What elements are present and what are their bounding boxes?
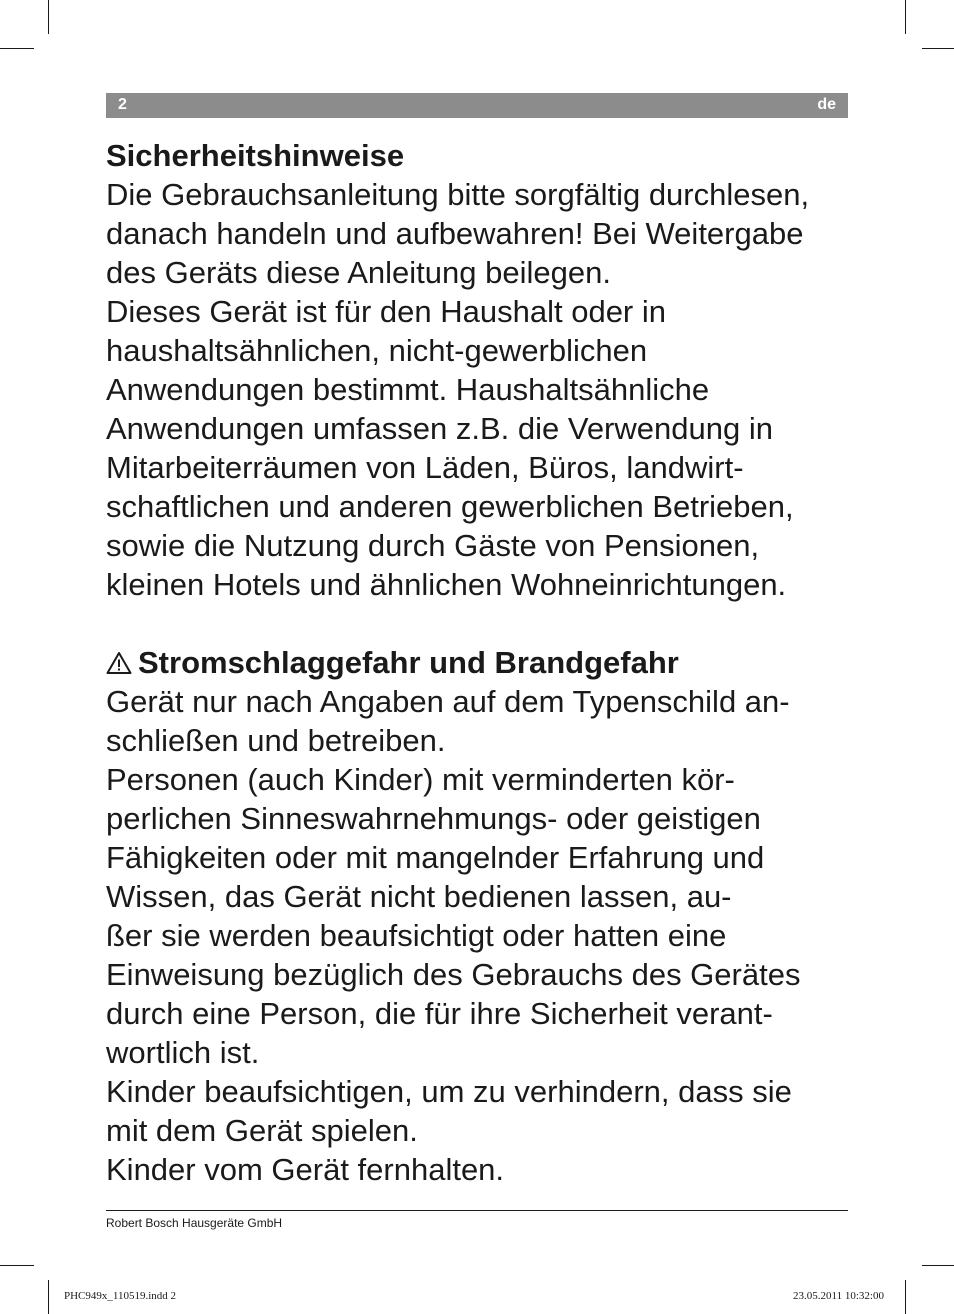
text-line: Kinder vom Gerät fernhalten. xyxy=(106,1152,505,1187)
text-line: danach handeln und aufbewahren! Bei Weitergabe xyxy=(106,216,804,251)
text-line: Mitarbeiterräumen von Läden, Büros, landwirt- xyxy=(106,450,744,485)
text-line: Fähigkeiten oder mit mangelnder Erfahrung und xyxy=(106,840,765,875)
section-title-text: Stromschlaggefahr und Brandgefahr xyxy=(138,645,679,680)
text-line: kleinen Hotels und ähnlichen Wohneinrichtungen. xyxy=(106,567,787,602)
crop-mark-bottom-left-vertical xyxy=(48,1280,49,1314)
footer-divider xyxy=(106,1210,848,1211)
section-title-safety: Sicherheitshinweise xyxy=(106,138,405,173)
text-line: Einweisung bezüglich des Gebrauchs des Gerätes xyxy=(106,957,801,992)
text-line: Kinder beaufsichtigen, um zu verhindern, dass sie xyxy=(106,1074,792,1109)
text-line: des Geräts diese Anleitung beilegen. xyxy=(106,255,611,290)
crop-mark-top-left-horizontal xyxy=(0,48,34,49)
text-line: sowie die Nutzung durch Gäste von Pensionen, xyxy=(106,528,760,563)
footer-company-name: Robert Bosch Hausgeräte GmbH xyxy=(106,1216,283,1230)
crop-mark-top-left-vertical xyxy=(48,0,49,34)
text-line: Anwendungen bestimmt. Haushaltsähnliche xyxy=(106,372,710,407)
document-body xyxy=(106,136,866,1189)
text-line: wortlich ist. xyxy=(106,1035,260,1070)
print-slug-datetime: 23.05.2011 10:32:00 xyxy=(793,1290,884,1302)
language-code: de xyxy=(817,96,836,113)
text-line: Dieses Gerät ist für den Haushalt oder in xyxy=(106,294,666,329)
crop-mark-bottom-left-horizontal xyxy=(0,1265,34,1266)
text-line: Personen (auch Kinder) mit verminderten kör- xyxy=(106,762,735,797)
crop-mark-top-right-vertical xyxy=(905,0,906,34)
crop-mark-bottom-right-horizontal xyxy=(922,1265,954,1266)
warning-triangle-icon xyxy=(106,645,132,680)
crop-mark-bottom-right-vertical xyxy=(905,1280,906,1314)
text-line: schaftlichen und anderen gewerblichen Betrieben, xyxy=(106,489,794,524)
crop-mark-top-right-horizontal xyxy=(922,48,954,49)
print-slug-file: PHC949x_110519.indd 2 xyxy=(64,1290,177,1302)
section-spacer xyxy=(106,604,866,643)
text-line: ßer sie werden beaufsichtigt oder hatten eine xyxy=(106,918,727,953)
text-line: Anwendungen umfassen z.B. die Verwendung in xyxy=(106,411,773,446)
text-line: perlichen Sinneswahrnehmungs- oder geistigen xyxy=(106,801,761,836)
text-line: Die Gebrauchsanleitung bitte sorgfältig durchlesen, xyxy=(106,177,810,212)
text-line: schließen und betreiben. xyxy=(106,723,446,758)
text-line: haushaltsähnlichen, nicht-gewerblichen xyxy=(106,333,648,368)
text-line: mit dem Gerät spielen. xyxy=(106,1113,418,1148)
page-number: 2 xyxy=(118,96,127,113)
page-header-bar xyxy=(106,93,848,118)
text-line: durch eine Person, die für ihre Sicherheit verant- xyxy=(106,996,773,1031)
text-line: Gerät nur nach Angaben auf dem Typenschild an- xyxy=(106,684,790,719)
section-title-electric-shock xyxy=(106,643,866,682)
text-line: Wissen, das Gerät nicht bedienen lassen, au- xyxy=(106,879,732,914)
